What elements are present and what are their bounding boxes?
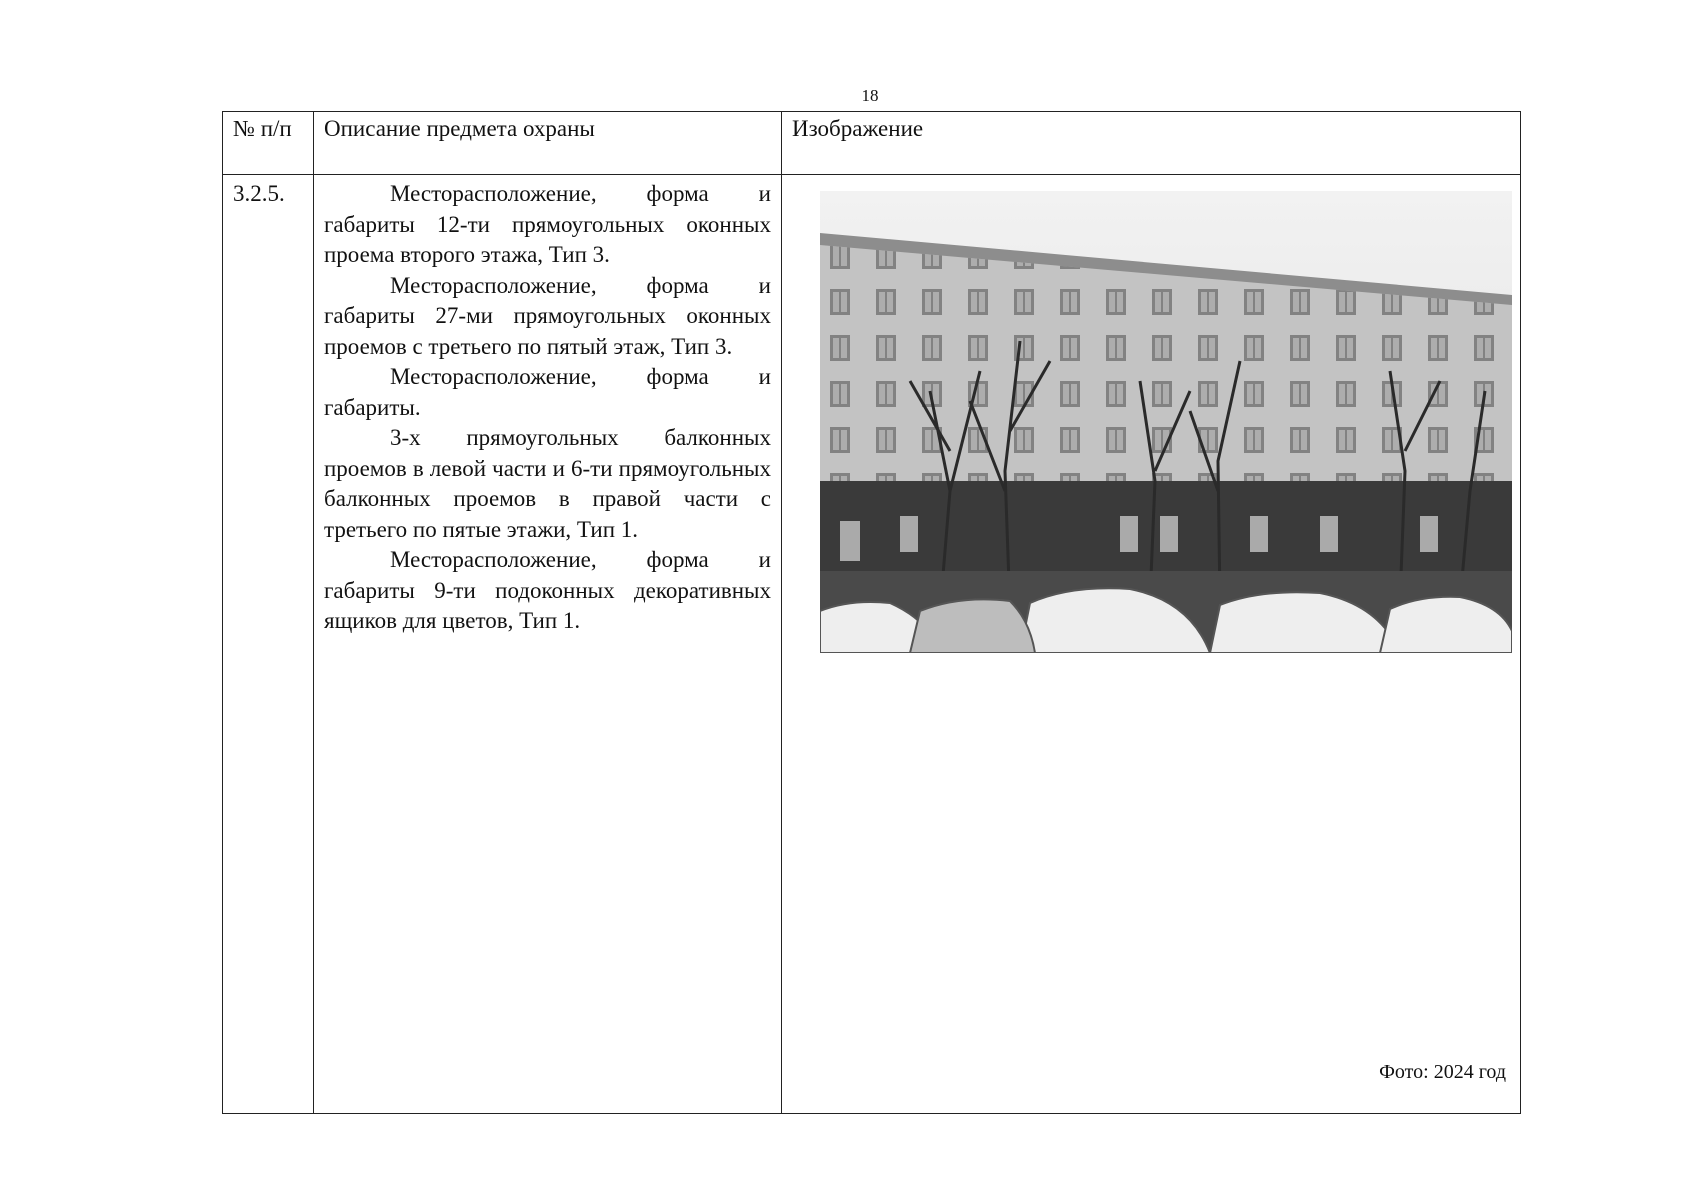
description-paragraph: Месторасположение, форма и габариты. bbox=[324, 364, 771, 420]
description-cell bbox=[314, 175, 782, 1114]
image-cell bbox=[782, 175, 1521, 1114]
table-header-row bbox=[223, 112, 1521, 175]
page-number: 18 bbox=[861, 86, 879, 105]
description-paragraph: Месторасположение, форма и габариты 9-ти подоконных декоративных ящиков для цветов, Тип 1. bbox=[324, 547, 771, 633]
description-paragraph: Месторасположение, форма и габариты 12-ти прямоугольных оконных проема второго этажа, Тип 3. bbox=[324, 181, 771, 267]
table-row bbox=[223, 175, 1521, 1114]
description-paragraph: 3-х прямоугольных балконных проемов в левой части и 6-ти прямоугольных балконных проемов в правой части с третьего по пятые этажи, Тип 1. bbox=[324, 425, 771, 542]
header-number: № п/п bbox=[223, 112, 314, 175]
header-description: Описание предмета охраны bbox=[314, 112, 782, 175]
building-photo bbox=[820, 191, 1512, 653]
description-paragraph: Месторасположение, форма и габариты 27-ми прямоугольных оконных проемов с третьего по пятый этаж, Тип 3. bbox=[324, 272, 771, 359]
protection-table bbox=[222, 111, 1521, 1114]
row-number: 3.2.5. bbox=[223, 175, 314, 1114]
photo-caption: Фото: 2024 год bbox=[1379, 1060, 1506, 1083]
header-image: Изображение bbox=[782, 112, 1521, 175]
